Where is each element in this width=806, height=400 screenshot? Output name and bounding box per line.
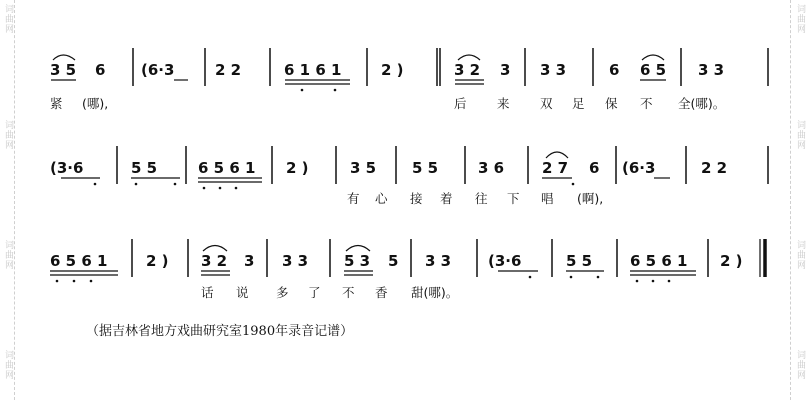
- lyric: 足: [572, 96, 585, 111]
- slur: [458, 55, 480, 60]
- note-group: 3 3: [698, 61, 725, 79]
- lyric: 接: [410, 191, 423, 206]
- note-group: 5: [388, 252, 399, 270]
- lyric: 保: [605, 96, 618, 111]
- note-group: 6: [609, 61, 620, 79]
- lyric: 全(哪)。: [678, 96, 726, 111]
- octave-dot: [668, 280, 671, 283]
- lyric: 说: [236, 285, 249, 300]
- octave-dot: [572, 183, 575, 186]
- octave-dot: [570, 276, 573, 279]
- slur: [346, 246, 370, 252]
- watermark: 词曲网: [3, 4, 13, 34]
- octave-dot: [529, 276, 532, 279]
- slur: [53, 55, 75, 60]
- score-row-1: [50, 48, 768, 111]
- lyric: 甜(哪)。: [411, 285, 459, 300]
- note-group: (6·3: [622, 159, 656, 177]
- octave-dot: [56, 280, 59, 283]
- note-group: 3: [500, 61, 511, 79]
- note-group: 5 5: [566, 252, 593, 270]
- watermark: 词曲网: [3, 120, 13, 150]
- watermark: 词曲网: [3, 350, 13, 380]
- note-group: 5 3: [344, 252, 371, 270]
- octave-dot: [301, 89, 304, 92]
- note-group: 6: [95, 61, 106, 79]
- octave-dot: [73, 280, 76, 283]
- note-group: 2 ): [381, 61, 404, 79]
- lyric: 话: [201, 285, 214, 300]
- lyric: 唱: [541, 191, 554, 206]
- lyric: 紧: [50, 96, 63, 111]
- octave-dot: [174, 183, 177, 186]
- octave-dot: [652, 280, 655, 283]
- octave-dot: [203, 187, 206, 190]
- lyric: 不: [640, 96, 653, 111]
- lyric: 双: [540, 96, 553, 111]
- note-group: (3·6: [50, 159, 84, 177]
- watermark: 词曲网: [795, 240, 805, 270]
- note-group: 2 ): [720, 252, 743, 270]
- watermark: 词曲网: [795, 350, 805, 380]
- note-group: (3·6: [488, 252, 522, 270]
- note-group: 3 2: [454, 61, 481, 79]
- watermark: 词曲网: [795, 120, 805, 150]
- slur: [203, 246, 227, 252]
- lyric: 往: [475, 191, 488, 206]
- lyric: 不: [342, 285, 355, 300]
- watermark: 词曲网: [795, 4, 805, 34]
- score-row-3: [50, 239, 765, 300]
- lyric: 来: [497, 96, 510, 111]
- octave-dot: [135, 183, 138, 186]
- note-group: 2 ): [146, 252, 169, 270]
- note-group: 6 1 6 1: [284, 61, 342, 79]
- score-row-2: [50, 146, 768, 206]
- note-group: 6 5 6 1: [50, 252, 108, 270]
- note-group: 3 2: [201, 252, 228, 270]
- octave-dot: [235, 187, 238, 190]
- slur: [546, 152, 568, 158]
- note-group: 3 3: [282, 252, 309, 270]
- lyric: 多: [276, 285, 289, 300]
- note-group: (6·3: [141, 61, 175, 79]
- note-group: 2 2: [701, 159, 728, 177]
- note-group: 3 3: [540, 61, 567, 79]
- lyric: 下: [507, 191, 520, 206]
- watermark: 词曲网: [3, 240, 13, 270]
- lyric: 后: [454, 96, 467, 111]
- octave-dot: [597, 276, 600, 279]
- note-group: 5 5: [412, 159, 439, 177]
- note-group: 6 5 6 1: [630, 252, 688, 270]
- note-group: 3: [244, 252, 255, 270]
- lyric: (哪),: [82, 96, 109, 111]
- slur: [642, 55, 664, 60]
- note-group: 3 3: [425, 252, 452, 270]
- note-group: 2 7: [542, 159, 569, 177]
- lyric: 心: [375, 191, 388, 206]
- lyric: (啊),: [577, 191, 604, 206]
- note-group: 6 5: [640, 61, 667, 79]
- octave-dot: [334, 89, 337, 92]
- note-group: 2 ): [286, 159, 309, 177]
- note-group: 3 5: [350, 159, 377, 177]
- octave-dot: [94, 183, 97, 186]
- note-group: 3 6: [478, 159, 505, 177]
- note-group: 3 5: [50, 61, 77, 79]
- note-group: 2 2: [215, 61, 242, 79]
- source-note: （据吉林省地方戏曲研究室1980年录音记谱）: [86, 324, 354, 339]
- note-group: 5 5: [131, 159, 158, 177]
- lyric: 着: [440, 191, 453, 206]
- lyric: 了: [308, 285, 321, 300]
- octave-dot: [219, 187, 222, 190]
- octave-dot: [636, 280, 639, 283]
- note-group: 6: [589, 159, 600, 177]
- note-group: 6 5 6 1: [198, 159, 256, 177]
- lyric: 有: [347, 191, 360, 206]
- octave-dot: [90, 280, 93, 283]
- lyric: 香: [375, 285, 388, 300]
